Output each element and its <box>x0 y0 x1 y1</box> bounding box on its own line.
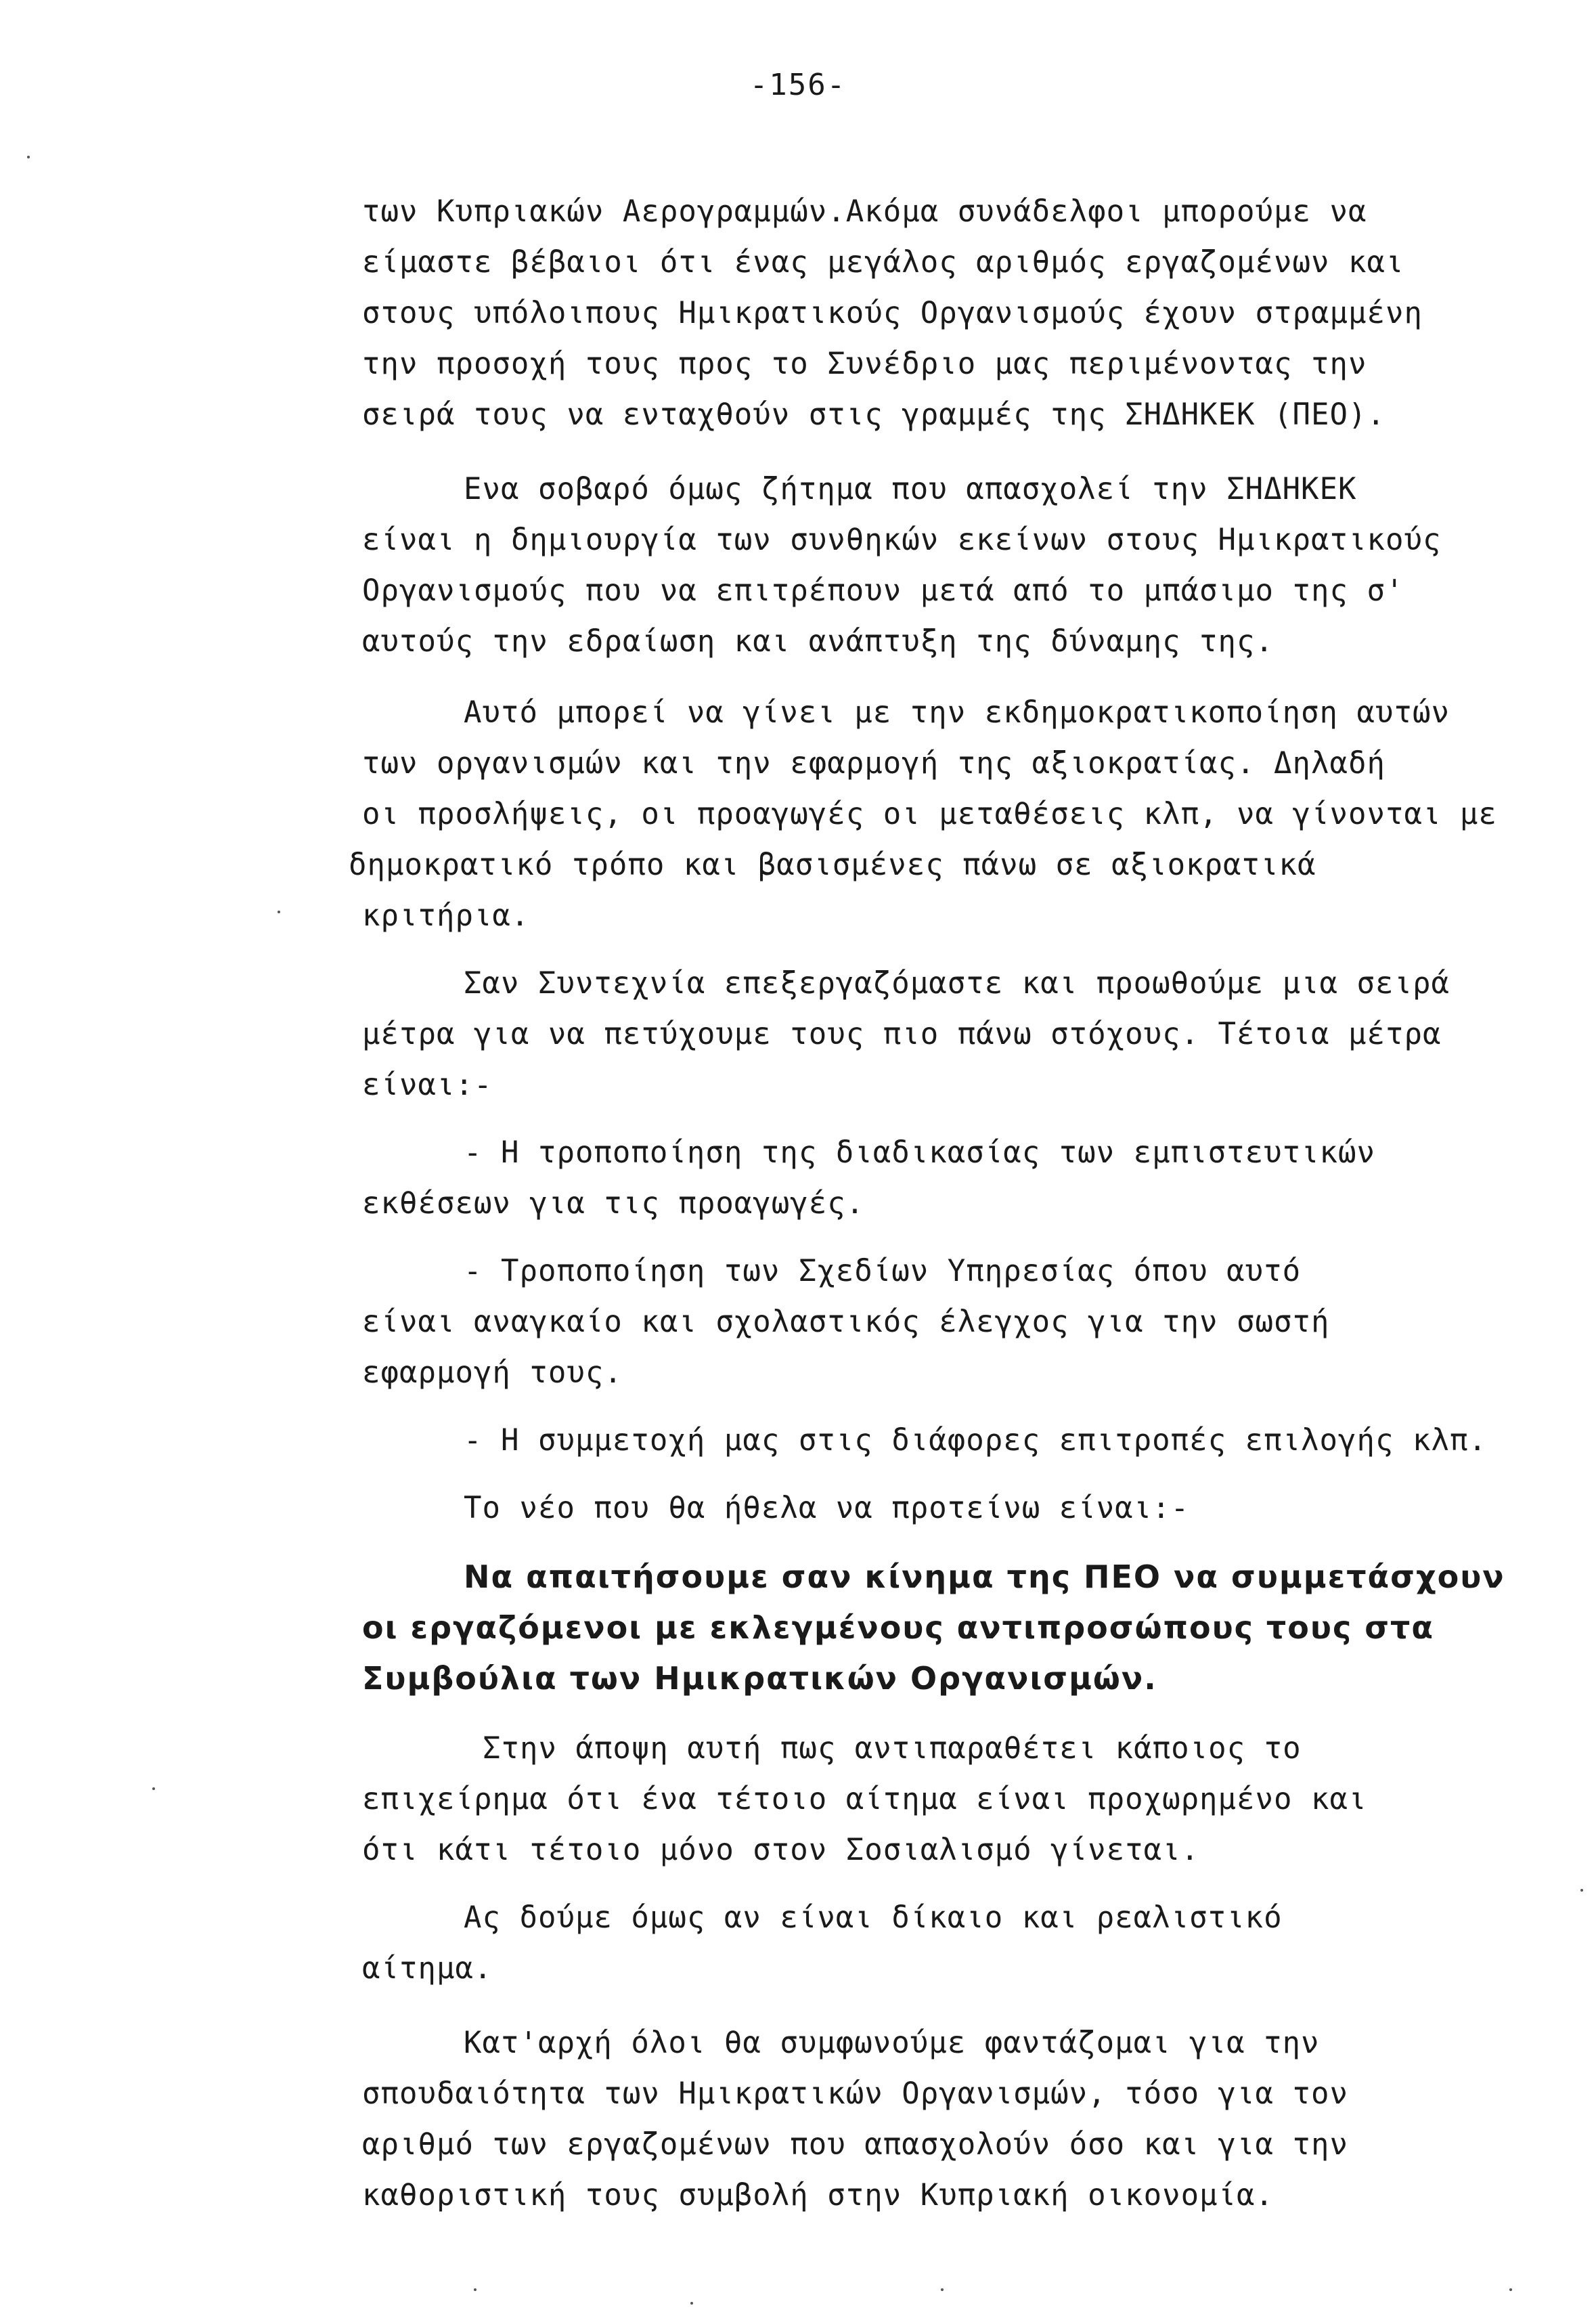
text-line: επιχείρημα ότι ένα τέτοιο αίτημα είναι προχωρημένο και <box>362 1782 1367 1816</box>
scan-speck <box>152 1787 155 1790</box>
text-line: είναι η δημιουργία των συνθηκών εκείνων στους Ημικρατικούς <box>362 523 1442 557</box>
page-number: -156- <box>749 68 847 102</box>
text-line: Ενα σοβαρό όμως ζήτημα που απασχολεί την ΣΗΔΗΚΕΚ <box>464 472 1357 506</box>
paragraph-4 <box>362 958 1580 1110</box>
paragraph-10 <box>362 1723 1580 1875</box>
text-line: των Κυπριακών Αερογραμμών.Ακόμα συνάδελφοι μπορούμε να <box>362 194 1367 229</box>
text-line: μέτρα για να πετύχουμε τους πιο πάνω στόχους. Τέτοια μέτρα <box>362 1017 1442 1051</box>
paragraph-6 <box>362 1246 1580 1398</box>
text-line: είναι:- <box>362 1068 493 1102</box>
text-line: - Η τροποποίηση της διαδικασίας των εμπιστευτικών <box>464 1135 1376 1170</box>
scan-speck <box>941 2288 944 2291</box>
text-line: δημοκρατικό τρόπο και βασισμένες πάνω σε αξιοκρατικά <box>349 848 1316 882</box>
paragraph-2 <box>362 464 1580 667</box>
text-line: είμαστε βέβαιοι ότι ένας μεγάλος αριθμός εργαζομένων και <box>362 245 1404 280</box>
text-line: είναι αναγκαίο και σχολαστικός έλεγχος για την σωστή <box>362 1305 1330 1339</box>
text-line: οι προσλήψεις, οι προαγωγές οι μεταθέσεις κλπ, να γίνονται με <box>362 797 1497 831</box>
text-line: Να απαιτήσουμε σαν κίνημα της ΠΕΟ να συμμετάσχουν <box>464 1559 1505 1595</box>
scan-speck <box>1509 2288 1512 2291</box>
text-line: - Η συμμετοχή μας στις διάφορες επιτροπές επιλογής κλπ. <box>464 1423 1487 1458</box>
text-line: Οργανισμούς που να επιτρέπουν μετά από το μπάσιμο της σ' <box>362 573 1404 608</box>
scan-speck <box>1580 1889 1583 1892</box>
text-line: σπουδαιότητα των Ημικρατικών Οργανισμών, τόσο για τον <box>362 2076 1348 2111</box>
text-line: Σαν Συντεχνία επεξεργαζόμαστε και προωθούμε μια σειρά <box>464 966 1450 1001</box>
text-line: εκθέσεων για τις προαγωγές. <box>362 1186 865 1221</box>
text-line: Ας δούμε όμως αν είναι δίκαιο και ρεαλιστικό <box>464 1900 1283 1935</box>
paragraph-12 <box>362 2018 1580 2221</box>
text-line: ότι κάτι τέτοιο μόνο στον Σοσιαλισμό γίνεται. <box>362 1833 1200 1867</box>
text-line: κριτήρια. <box>362 898 530 933</box>
text-line: Αυτό μπορεί να γίνει με την εκδημοκρατικοποίηση αυτών <box>464 695 1450 730</box>
bold-proposal <box>362 1552 1580 1704</box>
text-line: - Τροποποίηση των Σχεδίων Υπηρεσίας όπου αυτό <box>464 1254 1302 1288</box>
text-line: εφαρμογή τους. <box>362 1355 623 1390</box>
paragraph-11 <box>362 1892 1580 1994</box>
paragraph-7 <box>362 1415 1580 1466</box>
text-line: την προσοχή τους προς το Συνέδριο μας περιμένοντας την <box>362 347 1367 381</box>
text-line: αριθμό των εργαζομένων που απασχολούν όσο και για την <box>362 2127 1348 2162</box>
text-line: Στην άποψη αυτή πως αντιπαραθέτει κάποιος το <box>483 1731 1302 1766</box>
paragraph-1 <box>362 186 1580 440</box>
text-line: Το νέο που θα ήθελα να προτείνω είναι:- <box>464 1491 1190 1525</box>
text-line: σειρά τους να ενταχθούν στις γραμμές της ΣΗΔΗΚΕΚ (ΠΕΟ). <box>362 397 1386 432</box>
paragraph-3 <box>349 687 1593 941</box>
scan-speck <box>690 2302 693 2305</box>
text-line: καθοριστική τους συμβολή στην Κυπριακή οικονομία. <box>362 2178 1274 2213</box>
scan-speck <box>474 2288 476 2291</box>
text-line: αυτούς την εδραίωση και ανάπτυξη της δύναμης της. <box>362 624 1274 659</box>
text-line: αίτημα. <box>362 1951 493 1986</box>
text-line: οι εργαζόμενοι με εκλεγμένους αντιπροσώπους τους στα <box>362 1609 1435 1646</box>
text-line: των οργανισμών και την εφαρμογή της αξιοκρατίας. Δηλαδή <box>362 746 1386 781</box>
text-line: Συμβούλια των Ημικρατικών Οργανισμών. <box>362 1660 1157 1697</box>
text-line: στους υπόλοιπους Ημικρατικούς Οργανισμούς έχουν στραμμένη <box>362 296 1423 330</box>
scan-speck <box>278 911 280 913</box>
text-line: Κατ'αρχή όλοι θα συμφωνούμε φαντάζομαι για την <box>464 2026 1320 2060</box>
paragraph-5 <box>362 1127 1580 1229</box>
paragraph-8 <box>362 1483 1580 1533</box>
scan-speck <box>27 156 30 158</box>
